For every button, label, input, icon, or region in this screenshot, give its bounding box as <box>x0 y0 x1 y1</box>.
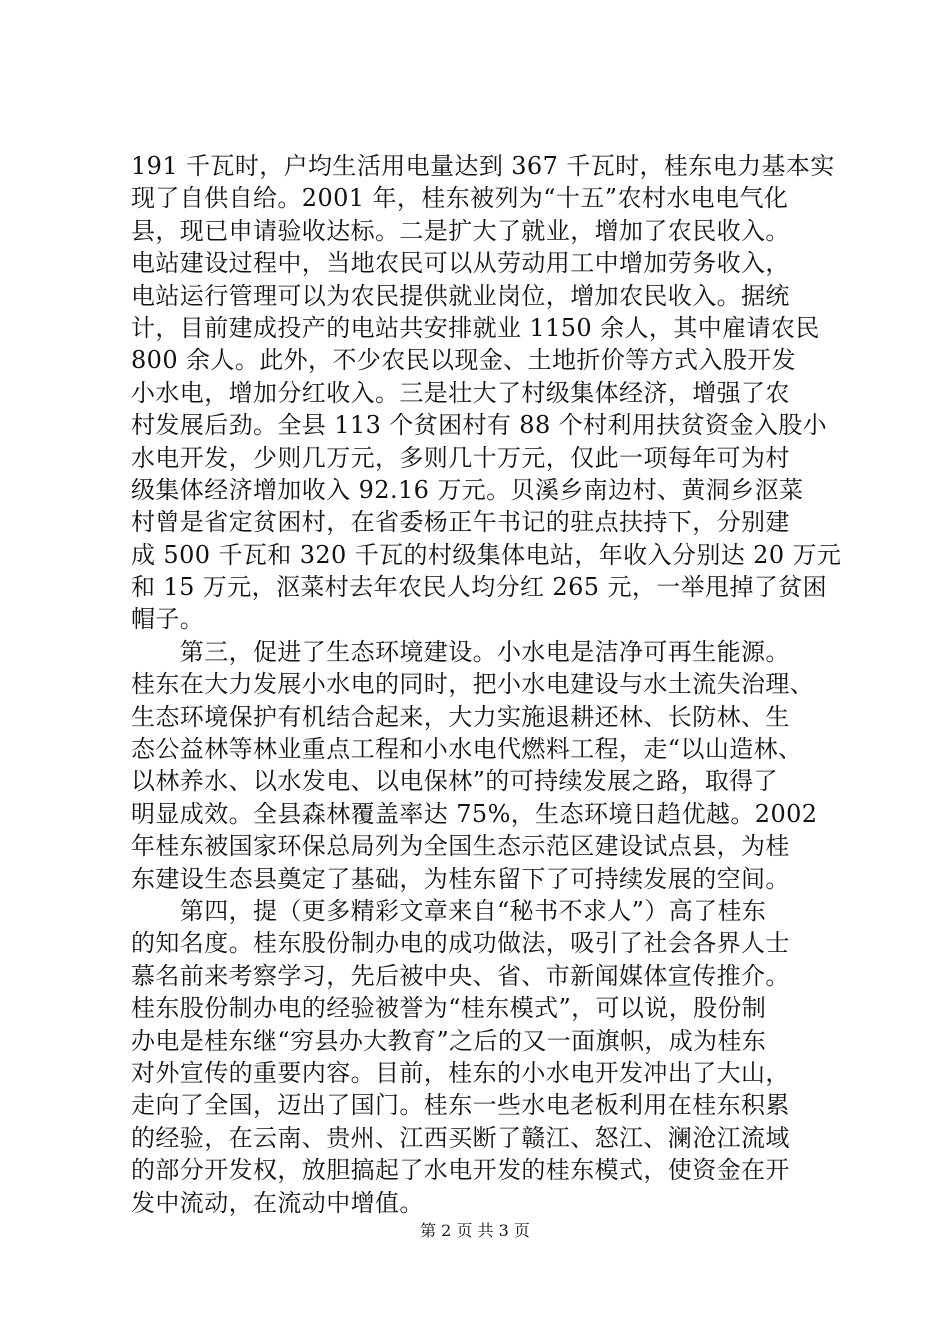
page-number-footer: 第 2 页 共 3 页 <box>420 1221 530 1240</box>
text-line: 800 余人。此外，不少农民以现金、土地折价等方式入股开发 <box>131 346 797 375</box>
text-line: 走向了全国，迈出了国门。桂东一些水电老板利用在桂东积累 <box>131 1091 790 1120</box>
text-line: 办电是桂东继“穷县办大教育”之后的又一面旗帜，成为桂东 <box>131 1026 767 1055</box>
text-line: 村发展后劲。全县 113 个贫困村有 88 个村利用扶贫资金入股小 <box>131 411 828 440</box>
text-line: 现了自供自给。2001 年，桂东被列为“十五”农村水电电气化 <box>131 184 789 213</box>
text-line: 成 500 千瓦和 320 千瓦的村级集体电站，年收入分别达 20 万元 <box>131 540 842 569</box>
text-line: 的部分开发权，放胆搞起了水电开发的桂东模式，使资金在开 <box>131 1156 790 1185</box>
text-line: 帽子。 <box>131 605 205 634</box>
paragraph-start-line: 第三，促进了生态环境建设。小水电是洁净可再生能源。 <box>131 637 790 666</box>
text-line: 明显成效。全县森林覆盖率达 75%，生态环境日趋优越。2002 <box>131 799 818 828</box>
text-line: 村曾是省定贫困村，在省委杨正午书记的驻点扶持下，分别建 <box>131 508 790 537</box>
text-line: 的知名度。桂东股份制办电的成功做法，吸引了社会各界人士 <box>131 929 790 958</box>
text-line: 计，目前建成投产的电站共安排就业 1150 余人，其中雇请农民 <box>131 313 820 342</box>
text-line: 和 15 万元，沤菜村去年农民人均分红 265 元，一举甩掉了贫困 <box>131 573 828 602</box>
body-text <box>131 150 851 1219</box>
text-line: 慕名前来考察学习，先后被中央、省、市新闻媒体宣传推介。 <box>131 961 790 990</box>
text-line: 桂东在大力发展小水电的同时，把小水电建设与水土流失治理、 <box>131 670 815 699</box>
text-line: 年桂东被国家环保总局列为全国生态示范区建设试点县，为桂 <box>131 832 790 861</box>
text-line: 县，现已申请验收达标。二是扩大了就业，增加了农民收入。 <box>131 216 790 245</box>
paragraph-start-line: 第四，提（更多精彩文章来自“秘书不求人”）高了桂东 <box>131 896 767 925</box>
text-line: 态公益林等林业重点工程和小水电代燃料工程，走“以山造林、 <box>131 735 803 764</box>
text-line: 东建设生态县奠定了基础，为桂东留下了可持续发展的空间。 <box>131 864 790 893</box>
text-line: 级集体经济增加收入 92.16 万元。贝溪乡南边村、黄洞乡沤菜 <box>131 475 804 504</box>
text-line: 生态环境保护有机结合起来，大力实施退耕还林、长防林、生 <box>131 702 790 731</box>
text-line: 水电开发，少则几万元，多则几十万元，仅此一项每年可为村 <box>131 443 790 472</box>
text-line: 对外宣传的重要内容。目前，桂东的小水电开发冲出了大山， <box>131 1058 790 1087</box>
text-line: 的经验，在云南、贵州、江西买断了赣江、怒江、澜沧江流域 <box>131 1123 790 1152</box>
text-line: 电站建设过程中，当地农民可以从劳动用工中增加劳务收入， <box>131 249 790 278</box>
text-line: 发中流动，在流动中增值。 <box>131 1188 424 1217</box>
text-line: 桂东股份制办电的经验被誉为“桂东模式”，可以说，股份制 <box>131 994 767 1023</box>
text-line: 以林养水、以水发电、以电保林”的可持续发展之路，取得了 <box>131 767 779 796</box>
text-line: 191 千瓦时，户均生活用电量达到 367 千瓦时，桂东电力基本实 <box>131 152 835 180</box>
text-line: 电站运行管理可以为农民提供就业岗位，增加农民收入。据统 <box>131 281 790 310</box>
text-line: 小水电，增加分红收入。三是壮大了村级集体经济，增强了农 <box>131 378 790 407</box>
